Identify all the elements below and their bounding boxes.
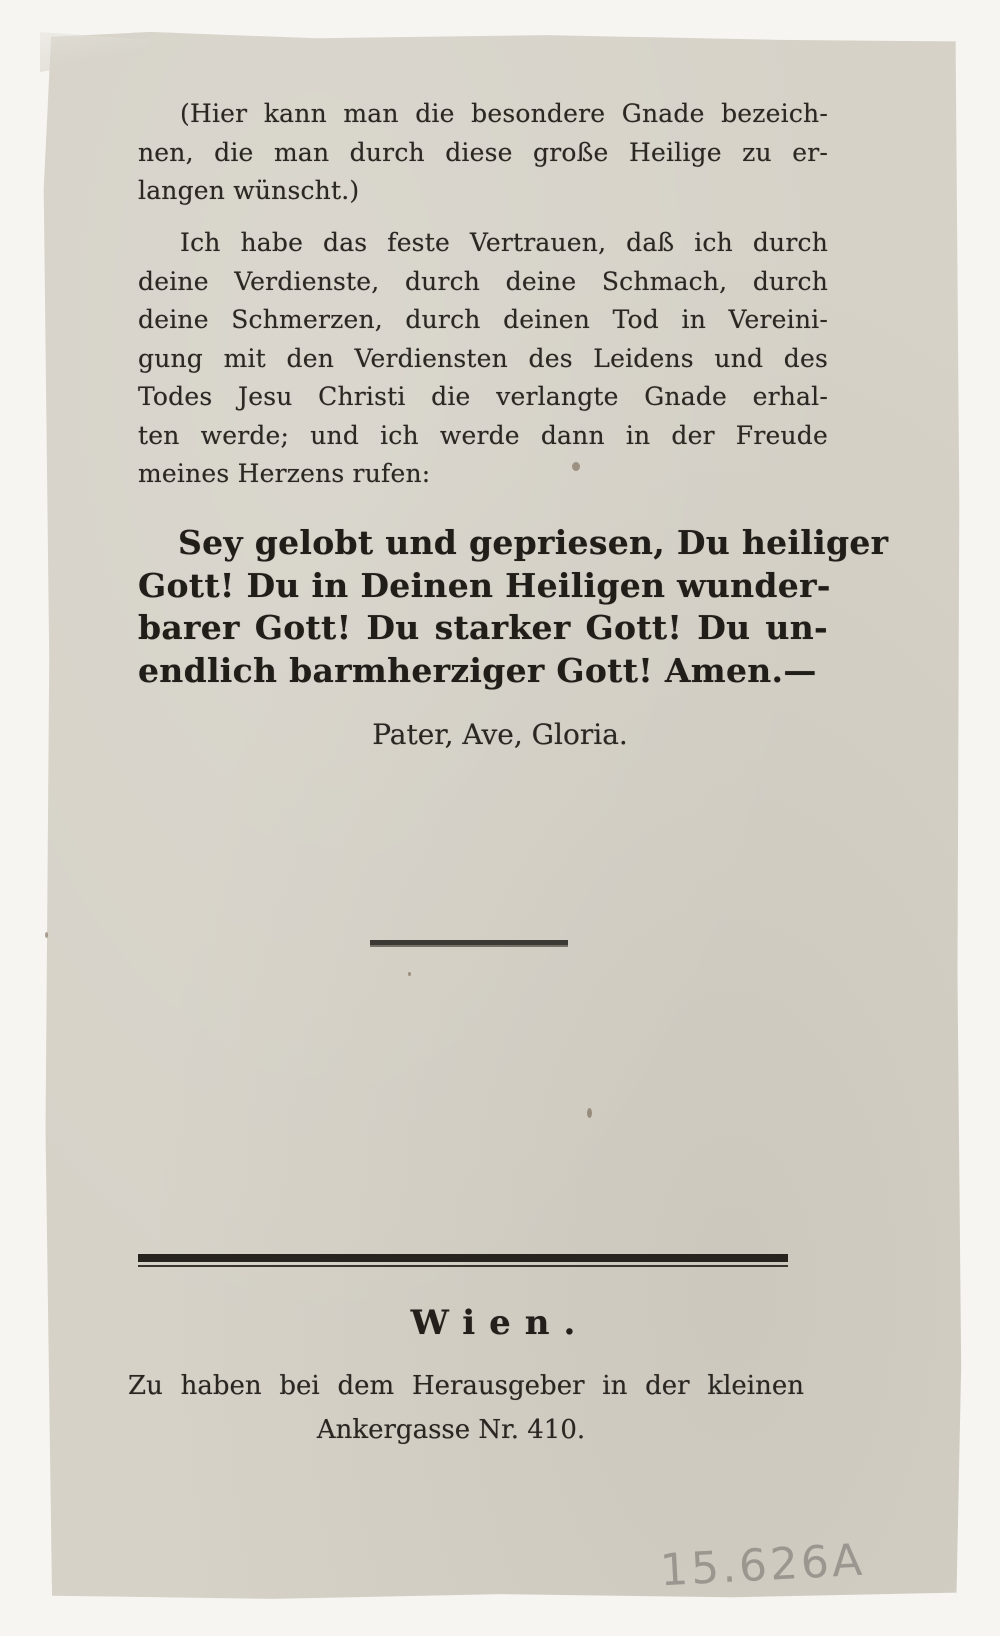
divider-long: [138, 1254, 788, 1262]
text-line: deine Verdienste, durch deine Schmach, durch: [138, 266, 828, 296]
paper-speck: [45, 932, 48, 938]
prayers-line: Pater, Ave, Gloria.: [372, 718, 628, 751]
text-line: langen wünscht.): [138, 176, 360, 205]
acclamation-block: [138, 522, 889, 692]
intro-paragraph: [138, 95, 828, 211]
text-line: gung mit den Verdiensten des Leidens und des: [138, 343, 828, 373]
divider-long-thin: [138, 1265, 788, 1267]
text-line: ten werde; und ich werde dann in der Freude: [138, 420, 828, 450]
acclamation-line: Gott! Du in Deinen Heiligen wunder-: [138, 565, 831, 605]
imprint-line: Ankergasse Nr. 410.: [316, 1415, 586, 1445]
acclamation-line: endlich barmherziger Gott! Amen.—: [138, 650, 817, 690]
divider-short: [370, 940, 568, 947]
text-line: (Hier kann man die besondere Gnade bezeich-: [180, 99, 828, 128]
trust-paragraph: [138, 224, 828, 494]
paper-speck: [572, 462, 580, 471]
imprint-block: [128, 1364, 804, 1452]
text-line: nen, die man durch diese große Heilige zu er-: [138, 137, 828, 167]
imprint-line: Zu haben bei dem Herausgeber in der kleinen: [128, 1371, 804, 1401]
acclamation-line: Sey gelobt und gepriesen, Du heiliger: [178, 523, 889, 562]
acclamation-line: barer Gott! Du starker Gott! Du un-: [138, 608, 828, 647]
paper-speck: [408, 972, 411, 976]
text-line: meines Herzens rufen:: [138, 459, 431, 488]
text-line: Todes Jesu Christi die verlangte Gnade erhal-: [138, 382, 828, 411]
city-heading: Wien.: [410, 1303, 590, 1343]
pencil-shelfmark: 15.626A: [658, 1534, 867, 1597]
text-line: deine Schmerzen, durch deinen Tod in Vereini-: [138, 305, 828, 334]
text-line: Ich habe das feste Vertrauen, daß ich durch: [180, 228, 828, 257]
paper-speck: [587, 1108, 592, 1118]
